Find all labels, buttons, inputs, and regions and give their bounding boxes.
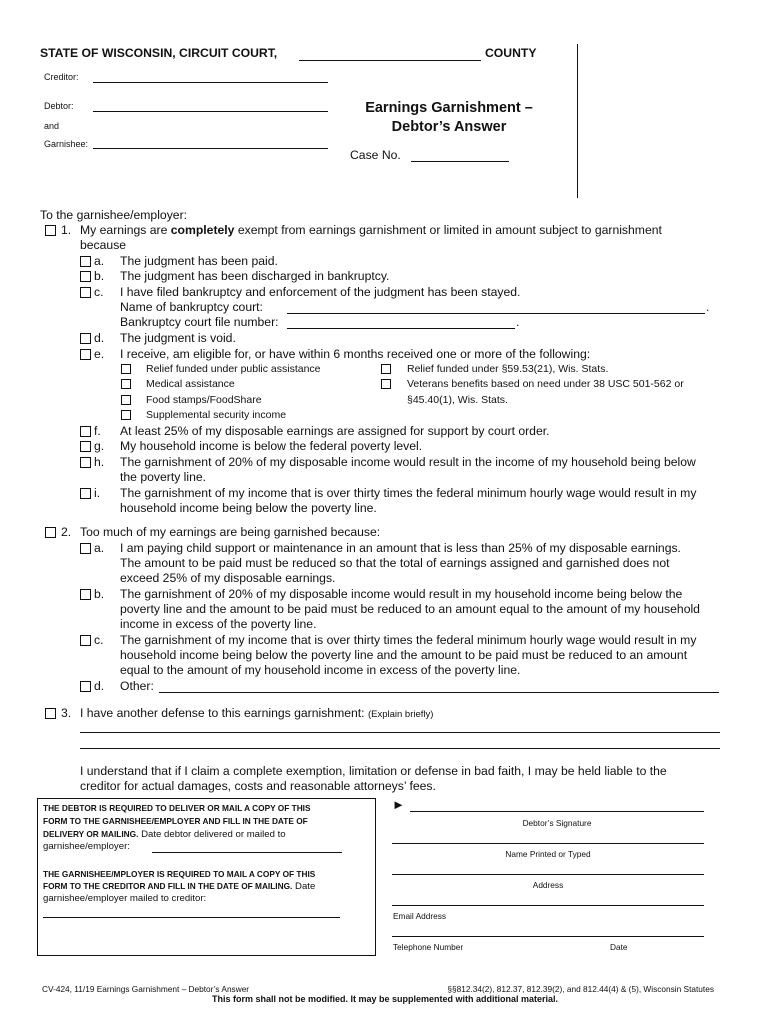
veterans-benefits-checkbox[interactable] [381, 379, 391, 389]
public-assistance-checkbox[interactable] [121, 364, 131, 374]
item-2c-text: The garnishment of my income that is over thirty times the federal minimum hourly wage would result in my [120, 633, 697, 647]
item-1i-text-cont: household income being below the poverty line. [120, 501, 377, 515]
section-1-number: 1. [61, 223, 72, 237]
item-1d-checkbox[interactable] [80, 333, 91, 344]
item-1c-checkbox[interactable] [80, 287, 91, 298]
signature-arrow-icon: ► [392, 797, 405, 812]
item-1a-checkbox[interactable] [80, 256, 91, 267]
garnishee-field[interactable] [93, 148, 328, 149]
item-2d-letter: d. [94, 679, 105, 693]
section-2-text: Too much of my earnings are being garnished because: [80, 525, 381, 539]
garnishee-instruction-1: THE GARNISHEE/MPLOYER IS REQUIRED TO MAIL A COPY OF THIS [43, 869, 316, 879]
bad-faith-statement-cont: creditor for actual damages, costs and reasonable attorneys’ fees. [80, 779, 436, 793]
debtor-instruction-4: garnishee/employer: [43, 841, 130, 852]
date-label: Date [610, 942, 628, 952]
item-2c-text-3: equal to the amount of my household income in excess of the poverty line. [120, 663, 521, 677]
veterans-benefits-label: Veterans benefits based on need under 38 USC 501-562 or [407, 378, 684, 390]
item-1e-text: I receive, am eligible for, or have within 6 months received one or more of the following: [120, 347, 591, 361]
section-3-checkbox[interactable] [45, 708, 56, 719]
veterans-benefits-label-cont: §45.40(1), Wis. Stats. [407, 394, 508, 406]
bankruptcy-file-period: . [516, 315, 520, 329]
item-1a-letter: a. [94, 254, 105, 268]
item-1g-text: My household income is below the federal poverty level. [120, 439, 423, 453]
section-2-checkbox[interactable] [45, 527, 56, 538]
debtor-signature-field[interactable] [410, 811, 704, 812]
bankruptcy-file-field[interactable] [287, 328, 515, 329]
address-field[interactable] [392, 874, 704, 875]
item-1e-letter: e. [94, 347, 105, 361]
creditor-label: Creditor: [44, 72, 79, 82]
item-1c-letter: c. [94, 285, 104, 299]
garnishee-instruction-2: FORM TO THE CREDITOR AND FILL IN THE DATE OF MAILING. Date [43, 881, 316, 892]
address-label: Address [532, 880, 564, 890]
debtor-instruction-1: THE DEBTOR IS REQUIRED TO DELIVER OR MAIL A COPY OF THIS [43, 803, 311, 813]
relief-59-label: Relief funded under §59.53(21), Wis. Stats. [407, 363, 609, 375]
intro-text: To the garnishee/employer: [40, 208, 188, 222]
item-2d-checkbox[interactable] [80, 681, 91, 692]
header-divider [577, 44, 578, 198]
item-1d-text: The judgment is void. [120, 331, 236, 345]
telephone-label: Telephone Number [393, 942, 464, 952]
item-1h-letter: h. [94, 455, 105, 469]
item-1e-checkbox[interactable] [80, 349, 91, 360]
item-2b-checkbox[interactable] [80, 589, 91, 600]
bankruptcy-court-label: Name of bankruptcy court: [120, 300, 263, 314]
item-1h-text: The garnishment of 20% of my disposable income would result in the income of my household being below [120, 455, 696, 469]
item-1f-checkbox[interactable] [80, 426, 91, 437]
county-label: COUNTY [485, 46, 537, 60]
item-1c-text: I have filed bankruptcy and enforcement of the judgment has been stayed. [120, 285, 521, 299]
ssi-label: Supplemental security income [146, 409, 287, 421]
item-1b-text: The judgment has been discharged in bankruptcy. [120, 269, 390, 283]
item-1g-letter: g. [94, 439, 105, 453]
bankruptcy-court-field[interactable] [287, 313, 705, 314]
bankruptcy-file-label: Bankruptcy court file number: [120, 315, 279, 329]
debtor-instruction-3: DELIVERY OR MAILING. Date debtor delivered or mailed to [43, 829, 286, 840]
and-label: and [44, 121, 60, 131]
item-1i-text: The garnishment of my income that is over thirty times the federal minimum hourly wage would result in my [120, 486, 697, 500]
section-1-text-cont: because [80, 238, 127, 252]
bad-faith-statement: I understand that if I claim a complete exemption, limitation or defense in bad faith, I may be held liable to the [80, 764, 667, 778]
item-1f-letter: f. [94, 424, 101, 438]
item-1g-checkbox[interactable] [80, 441, 91, 452]
item-2a-text-3: exceed 25% of my disposable earnings. [120, 571, 336, 585]
item-1b-letter: b. [94, 269, 105, 283]
garnishee-mailing-date-field[interactable] [43, 917, 340, 918]
section-3-number: 3. [61, 706, 72, 720]
garnishee-label: Garnishee: [44, 139, 89, 149]
court-caption: STATE OF WISCONSIN, CIRCUIT COURT, [40, 46, 278, 60]
modification-notice: This form shall not be modified. It may be supplemented with additional material. [211, 994, 559, 1004]
debtor-delivery-date-field[interactable] [152, 852, 342, 853]
medical-assistance-label: Medical assistance [146, 378, 235, 390]
section-1-checkbox[interactable] [45, 225, 56, 236]
item-2b-text-2: poverty line and the amount to be paid must be reduced to an amount equal to the amount of my household [120, 602, 700, 616]
county-field[interactable] [299, 60, 481, 61]
creditor-field[interactable] [93, 82, 328, 83]
form-title-line2: Debtor’s Answer [391, 119, 507, 135]
case-number-field[interactable] [411, 161, 509, 162]
section-3-text: I have another defense to this earnings garnishment: (Explain briefly) [80, 706, 434, 720]
item-1a-text: The judgment has been paid. [120, 254, 278, 268]
item-1h-text-cont: the poverty line. [120, 470, 207, 484]
bankruptcy-court-period: . [706, 300, 710, 314]
name-printed-field[interactable] [392, 843, 704, 844]
food-stamps-label: Food stamps/FoodShare [146, 394, 262, 406]
ssi-checkbox[interactable] [121, 410, 131, 420]
debtor-signature-label: Debtor’s Signature [522, 818, 592, 828]
item-1d-letter: d. [94, 331, 105, 345]
debtor-instruction-2: FORM TO THE GARNISHEE/EMPLOYER AND FILL IN THE DATE OF [43, 816, 308, 826]
debtor-field[interactable] [93, 111, 328, 112]
form-title-line1: Earnings Garnishment – [365, 100, 533, 116]
section-1-text: My earnings are completely exempt from earnings garnishment or limited in amount subject to garnishment [80, 223, 662, 237]
item-2a-checkbox[interactable] [80, 543, 91, 554]
defense-explanation-line-2[interactable] [80, 748, 720, 749]
other-reason-field[interactable] [159, 692, 719, 693]
statutes-reference: §§812.34(2), 812.37, 812.39(2), and 812.44(4) & (5), Wisconsin Statutes [447, 984, 714, 994]
item-2b-letter: b. [94, 587, 105, 601]
item-2d-text: Other: [120, 679, 154, 693]
section-2-number: 2. [61, 525, 72, 539]
item-2a-text-2: The amount to be paid must be reduced so that the total of earnings assigned and garnished does not [120, 556, 670, 570]
item-1f-text: At least 25% of my disposable earnings are assigned for support by court order. [120, 424, 550, 438]
item-1h-checkbox[interactable] [80, 457, 91, 468]
item-2b-text: The garnishment of 20% of my disposable income would result in my household income being below the [120, 587, 683, 601]
item-2b-text-3: income in excess of the poverty line. [120, 617, 317, 631]
telephone-date-field[interactable] [392, 936, 704, 937]
relief-59-checkbox[interactable] [381, 364, 391, 374]
item-2a-text: I am paying child support or maintenance in an amount that is less than 25% of my disposable earnings. [120, 541, 681, 555]
item-1i-letter: i. [94, 486, 101, 500]
item-2c-text-2: household income being below the poverty line and the amount to be paid must be reduced to an amount [120, 648, 688, 662]
item-2c-letter: c. [94, 633, 104, 647]
email-field[interactable] [392, 905, 704, 906]
item-1i-checkbox[interactable] [80, 488, 91, 499]
item-1b-checkbox[interactable] [80, 271, 91, 282]
item-2c-checkbox[interactable] [80, 635, 91, 646]
case-number-label: Case No. [350, 148, 401, 162]
food-stamps-checkbox[interactable] [121, 395, 131, 405]
email-label: Email Address [393, 911, 447, 921]
name-printed-label: Name Printed or Typed [505, 849, 591, 859]
item-2a-letter: a. [94, 541, 105, 555]
public-assistance-label: Relief funded under public assistance [146, 363, 321, 375]
defense-explanation-line-1[interactable] [80, 732, 720, 733]
debtor-label: Debtor: [44, 101, 74, 111]
garnishee-instruction-3: garnishee/employer mailed to creditor: [43, 893, 207, 904]
medical-assistance-checkbox[interactable] [121, 379, 131, 389]
form-identifier: CV-424, 11/19 Earnings Garnishment – Debtor’s Answer [42, 984, 250, 994]
